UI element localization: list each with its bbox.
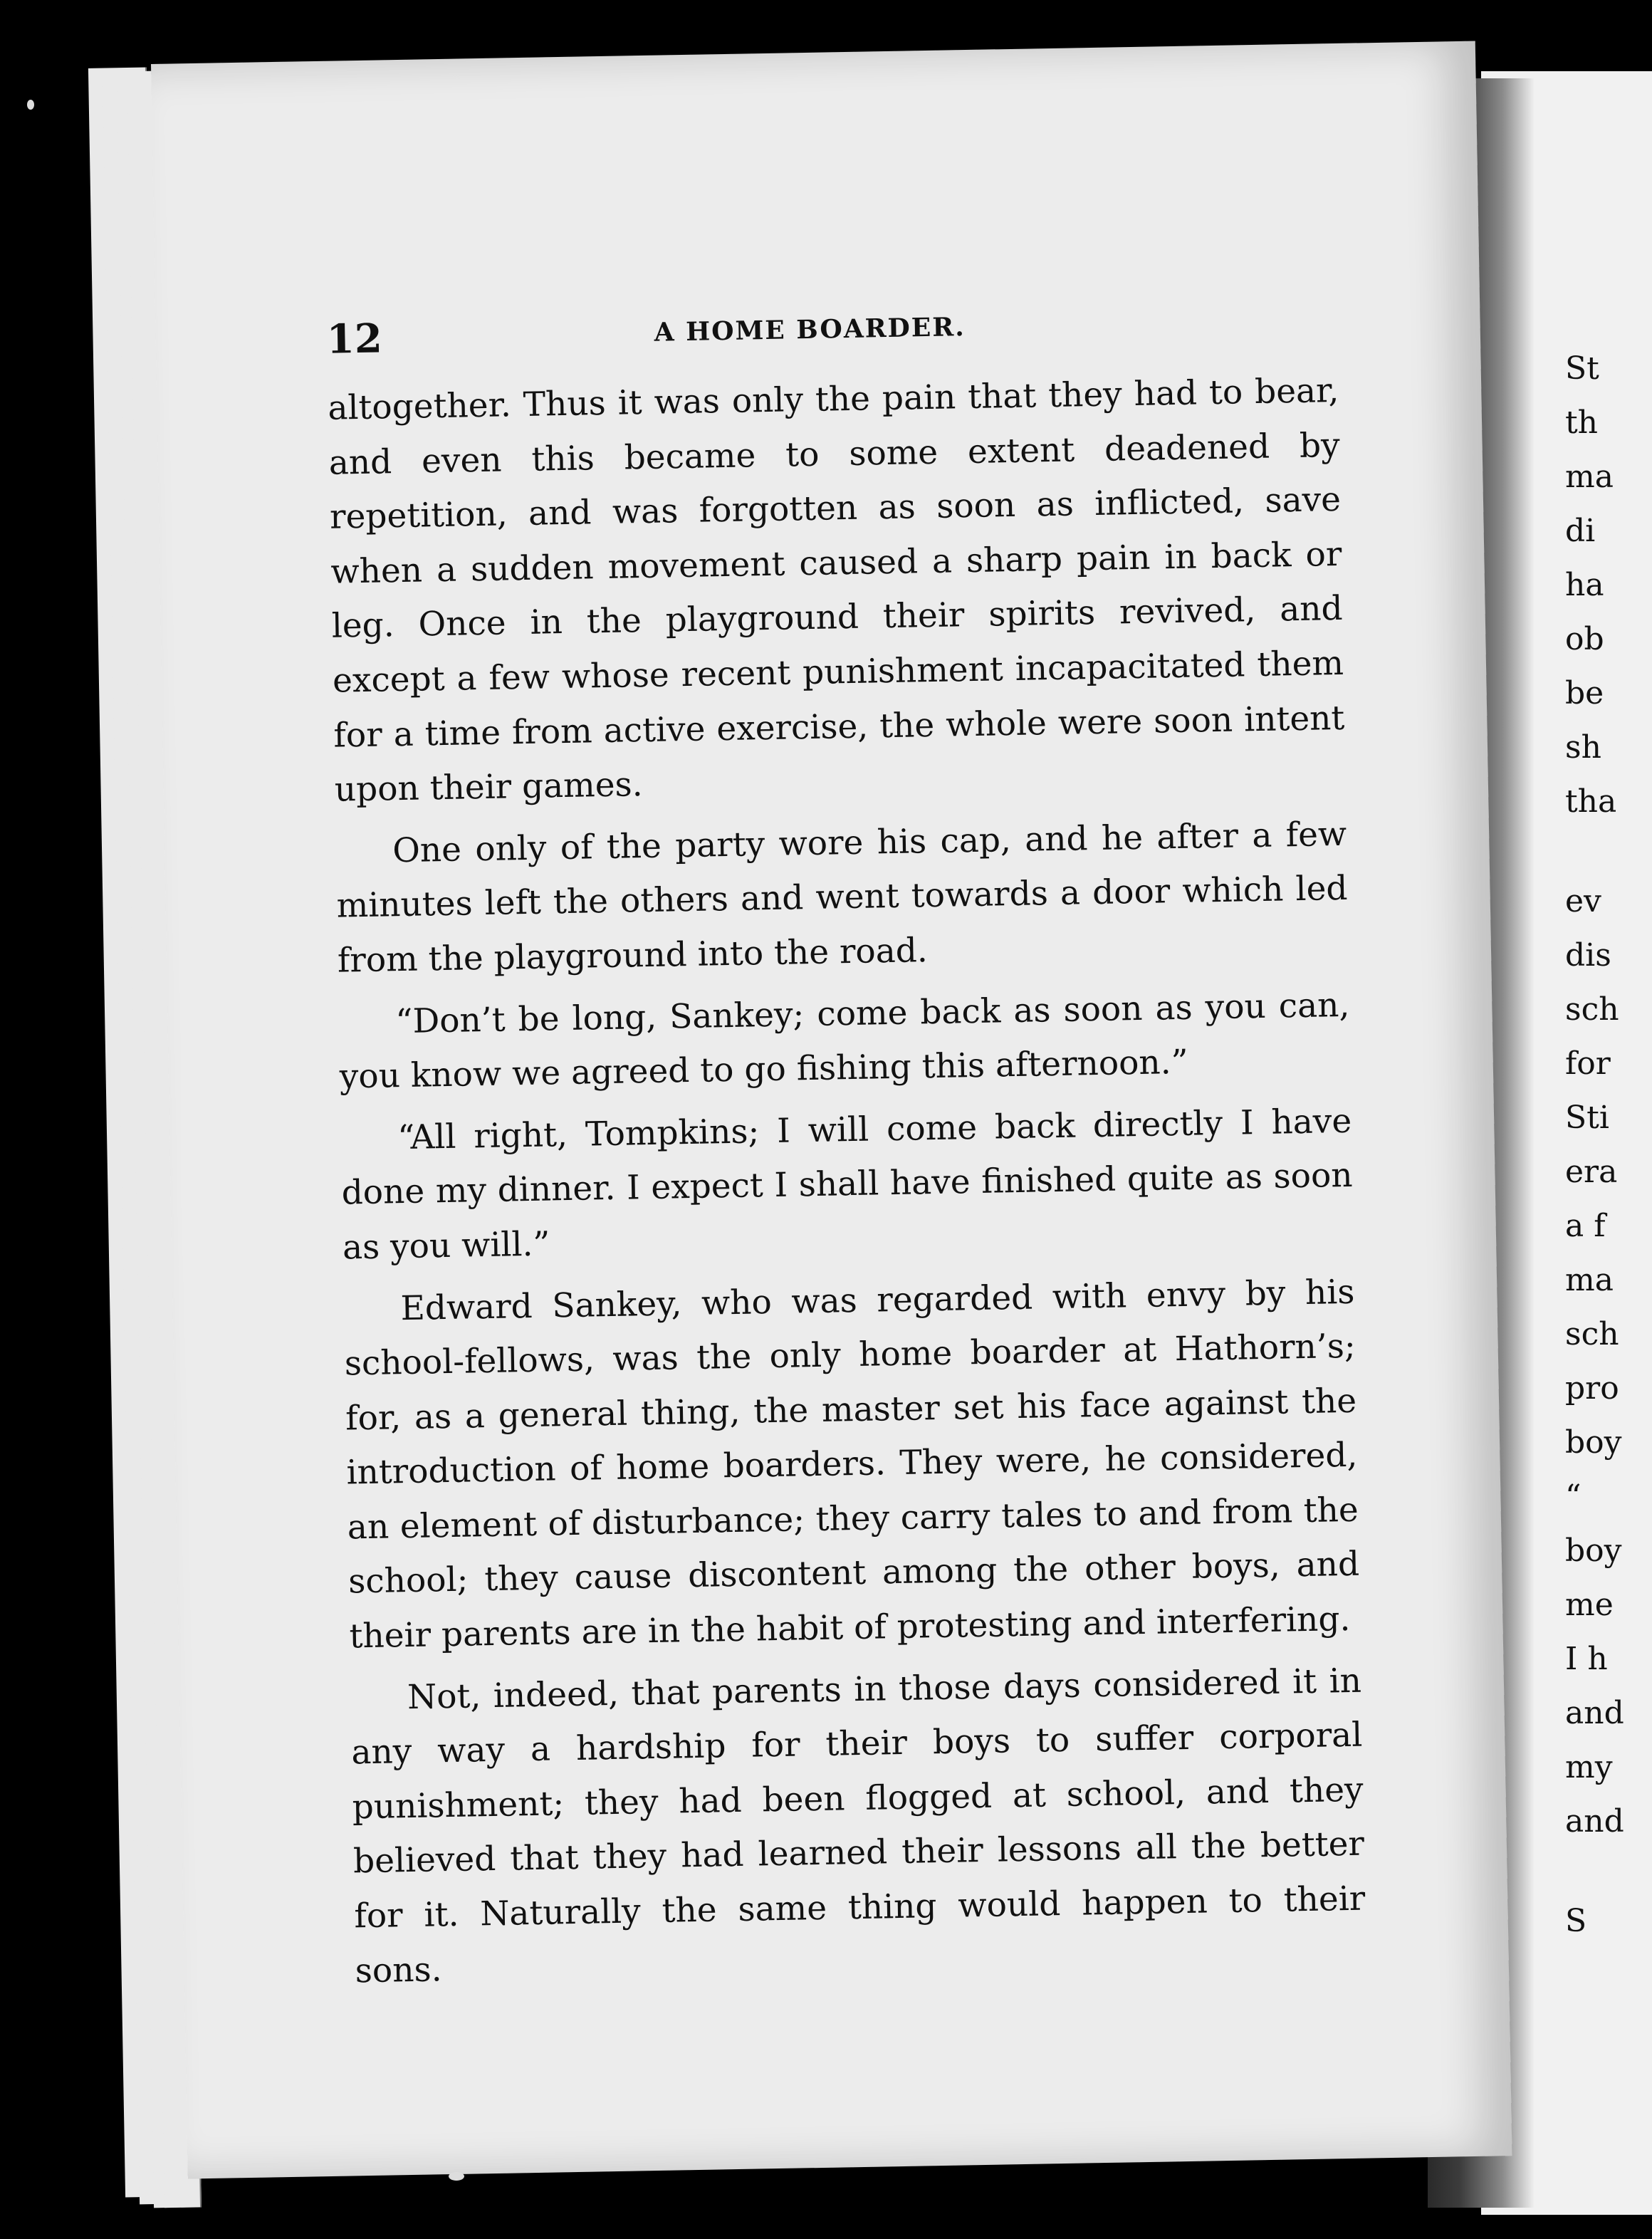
- paragraph: Edward Sankey, who was regarded with envy by his school-fellows, was the only home boarder at Hathorn’s; for, as a general thing, the master set his face against the introduction of home boarders. They were, he considered, an element of disturbance; they carry tales to and from the school; they cause discontent among the other boys, and their parents are in the habit of protesting and interfering.: [344, 1272, 1360, 1656]
- facing-line: “: [1565, 1478, 1582, 1515]
- paragraph: altogether. Thus it was only the pain that they had to bear, and even this became to some extent deadened by repetition, and was forgotten as soon as inflicted, save when a sudden movement caused a sharp pain in back or leg. Once in the playground their spirits revived, and except a few whose recent punishment incapacitated them for a time from active exercise, the whole were soon intent upon their games.: [327, 370, 1345, 810]
- paragraph: Not, indeed, that parents in those days considered it in any way a hardship for their boys to suffer corporal punishment; they had been flogged at school, and they believed that they had learned their lessons all the better for it. Naturally the same thing would happen to their sons.: [350, 1661, 1366, 1991]
- facing-line: St: [1565, 350, 1599, 387]
- facing-page-text: [1565, 342, 1624, 1948]
- facing-line: sh: [1565, 729, 1601, 766]
- facing-line: dis: [1565, 937, 1611, 974]
- scan-speck: [27, 100, 34, 110]
- facing-line: for: [1565, 1045, 1611, 1082]
- body-text: [328, 364, 1366, 1999]
- facing-line: S: [1565, 1903, 1587, 1939]
- facing-line: me: [1565, 1587, 1614, 1623]
- facing-line: ma: [1565, 459, 1614, 495]
- facing-line: pro: [1565, 1370, 1619, 1406]
- paragraph: “All right, Tompkins; I will come back directly I have done my dinner. I expect I shall have finished quite as soon as you will.”: [341, 1101, 1353, 1268]
- facing-line: era: [1565, 1154, 1618, 1190]
- facing-line: my: [1565, 1749, 1613, 1785]
- running-head: A HOME BOARDER.: [654, 312, 966, 348]
- facing-line: a f: [1565, 1208, 1606, 1244]
- facing-line: ha: [1565, 567, 1604, 603]
- facing-line: Sti: [1565, 1100, 1609, 1136]
- facing-line: ma: [1565, 1262, 1614, 1298]
- facing-line: be: [1565, 675, 1604, 711]
- paragraph: “Don’t be long, Sankey; come back as soon as you can, you know we agreed to go fishing this afternoon.”: [339, 985, 1350, 1097]
- facing-line: boy: [1565, 1424, 1622, 1461]
- scan-speck: [449, 2172, 464, 2181]
- page-number: 12: [326, 315, 383, 363]
- facing-line: ob: [1565, 621, 1604, 657]
- facing-line: di: [1565, 513, 1596, 549]
- facing-line: th: [1565, 405, 1599, 441]
- facing-line: tha: [1565, 783, 1617, 820]
- facing-line: sch: [1565, 1316, 1619, 1352]
- facing-line: boy: [1565, 1533, 1622, 1569]
- book-page: [151, 41, 1512, 2179]
- facing-line: sch: [1565, 991, 1619, 1028]
- facing-line: and: [1565, 1695, 1624, 1731]
- page-header: [326, 291, 1359, 365]
- facing-line: I h: [1565, 1641, 1608, 1677]
- facing-line: ev: [1565, 883, 1601, 919]
- facing-line: and: [1565, 1803, 1624, 1839]
- paragraph: One only of the party wore his cap, and he after a few minutes left the others and went towards a door which led from the playground into the road.: [336, 814, 1348, 981]
